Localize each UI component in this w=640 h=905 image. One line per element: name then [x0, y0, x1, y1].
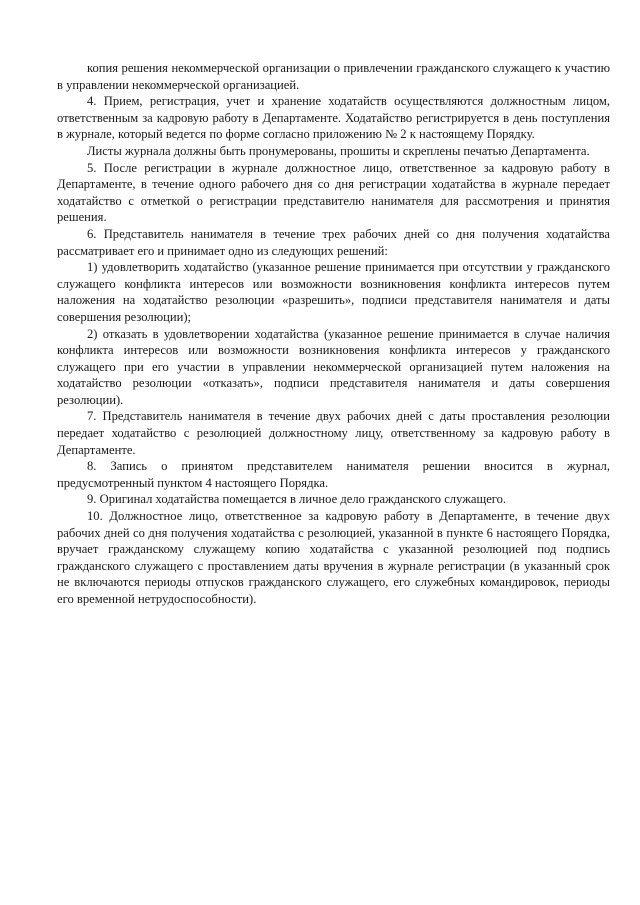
- paragraph-item-9: 9. Оригинал ходатайства помещается в личное дело гражданского служащего.: [87, 492, 507, 507]
- paragraph-item-7: 7. Представитель нанимателя в течение двух рабочих дней с даты проставления резолюции передает ходатайство с резолюцией должностному лицу, ответственному за кадровую работу в Департаменте.: [57, 409, 610, 457]
- paragraph-journal-sheets: Листы журнала должны быть пронумерованы, прошиты и скреплены печатью Департамента.: [87, 143, 590, 158]
- document-page: [57, 60, 610, 608]
- paragraph-item-4: 4. Прием, регистрация, учет и хранение ходатайств осуществляются должностным лицом, ответственным за кадровую работу в Департаменте. Ходатайство регистрируется в день поступления в журнале, который ведется по форме согласно приложению № 2 к настоящему Порядку.: [57, 94, 610, 142]
- paragraph-item-5: 5. После регистрации в журнале должностное лицо, ответственное за кадровую работу в Департаменте, в течение одного рабочего дня со дня регистрации ходатайства в журнале передает ходатайство с отметкой о регистрации представителю нанимателя для рассмотрения и принятия решения.: [57, 160, 610, 225]
- paragraph-item-6-2: 2) отказать в удовлетворении ходатайства (указанное решение принимается в случае наличия конфликта интересов или возможности возникновения конфликта интересов у гражданского служащего при его участии в управлении некоммерческой организацией путем наложения на ходатайство резолюции «отказать», подписи представителя нанимателя и даты совершения резолюции).: [57, 326, 610, 407]
- paragraph-item-8: 8. Запись о принятом представителем нанимателя решении вносится в журнал, предусмотренный пунктом 4 настоящего Порядка.: [57, 459, 610, 490]
- paragraph-item-10: 10. Должностное лицо, ответственное за кадровую работу в Департаменте, в течение двух рабочих дней со дня получения ходатайства с резолюцией, указанной в пункте 6 настоящего Порядка, вручает гражданскому служащему копию ходатайства с указанной резолюцией под подпись гражданского служащего с проставлением даты вручения в журнале регистрации (в указанный срок не включаются периоды отпусков гражданского служащего, его служебных командировок, периоды его временной нетрудоспособности).: [57, 509, 610, 606]
- paragraph-item-6-1: 1) удовлетворить ходатайство (указанное решение принимается при отсутствии у гражданского служащего конфликта интересов или возможности возникновения конфликта интересов путем наложения на ходатайство резолюции «разрешить», подписи представителя нанимателя и даты совершения резолюции);: [57, 260, 610, 324]
- paragraph-item-6: 6. Представитель нанимателя в течение трех рабочих дней со дня получения ходатайства рассматривает его и принимает одно из следующих решений:: [57, 226, 610, 258]
- paragraph-0: копия решения некоммерческой организации о привлечении гражданского служащего к участию в управлении некоммерческой организацией.: [57, 61, 610, 92]
